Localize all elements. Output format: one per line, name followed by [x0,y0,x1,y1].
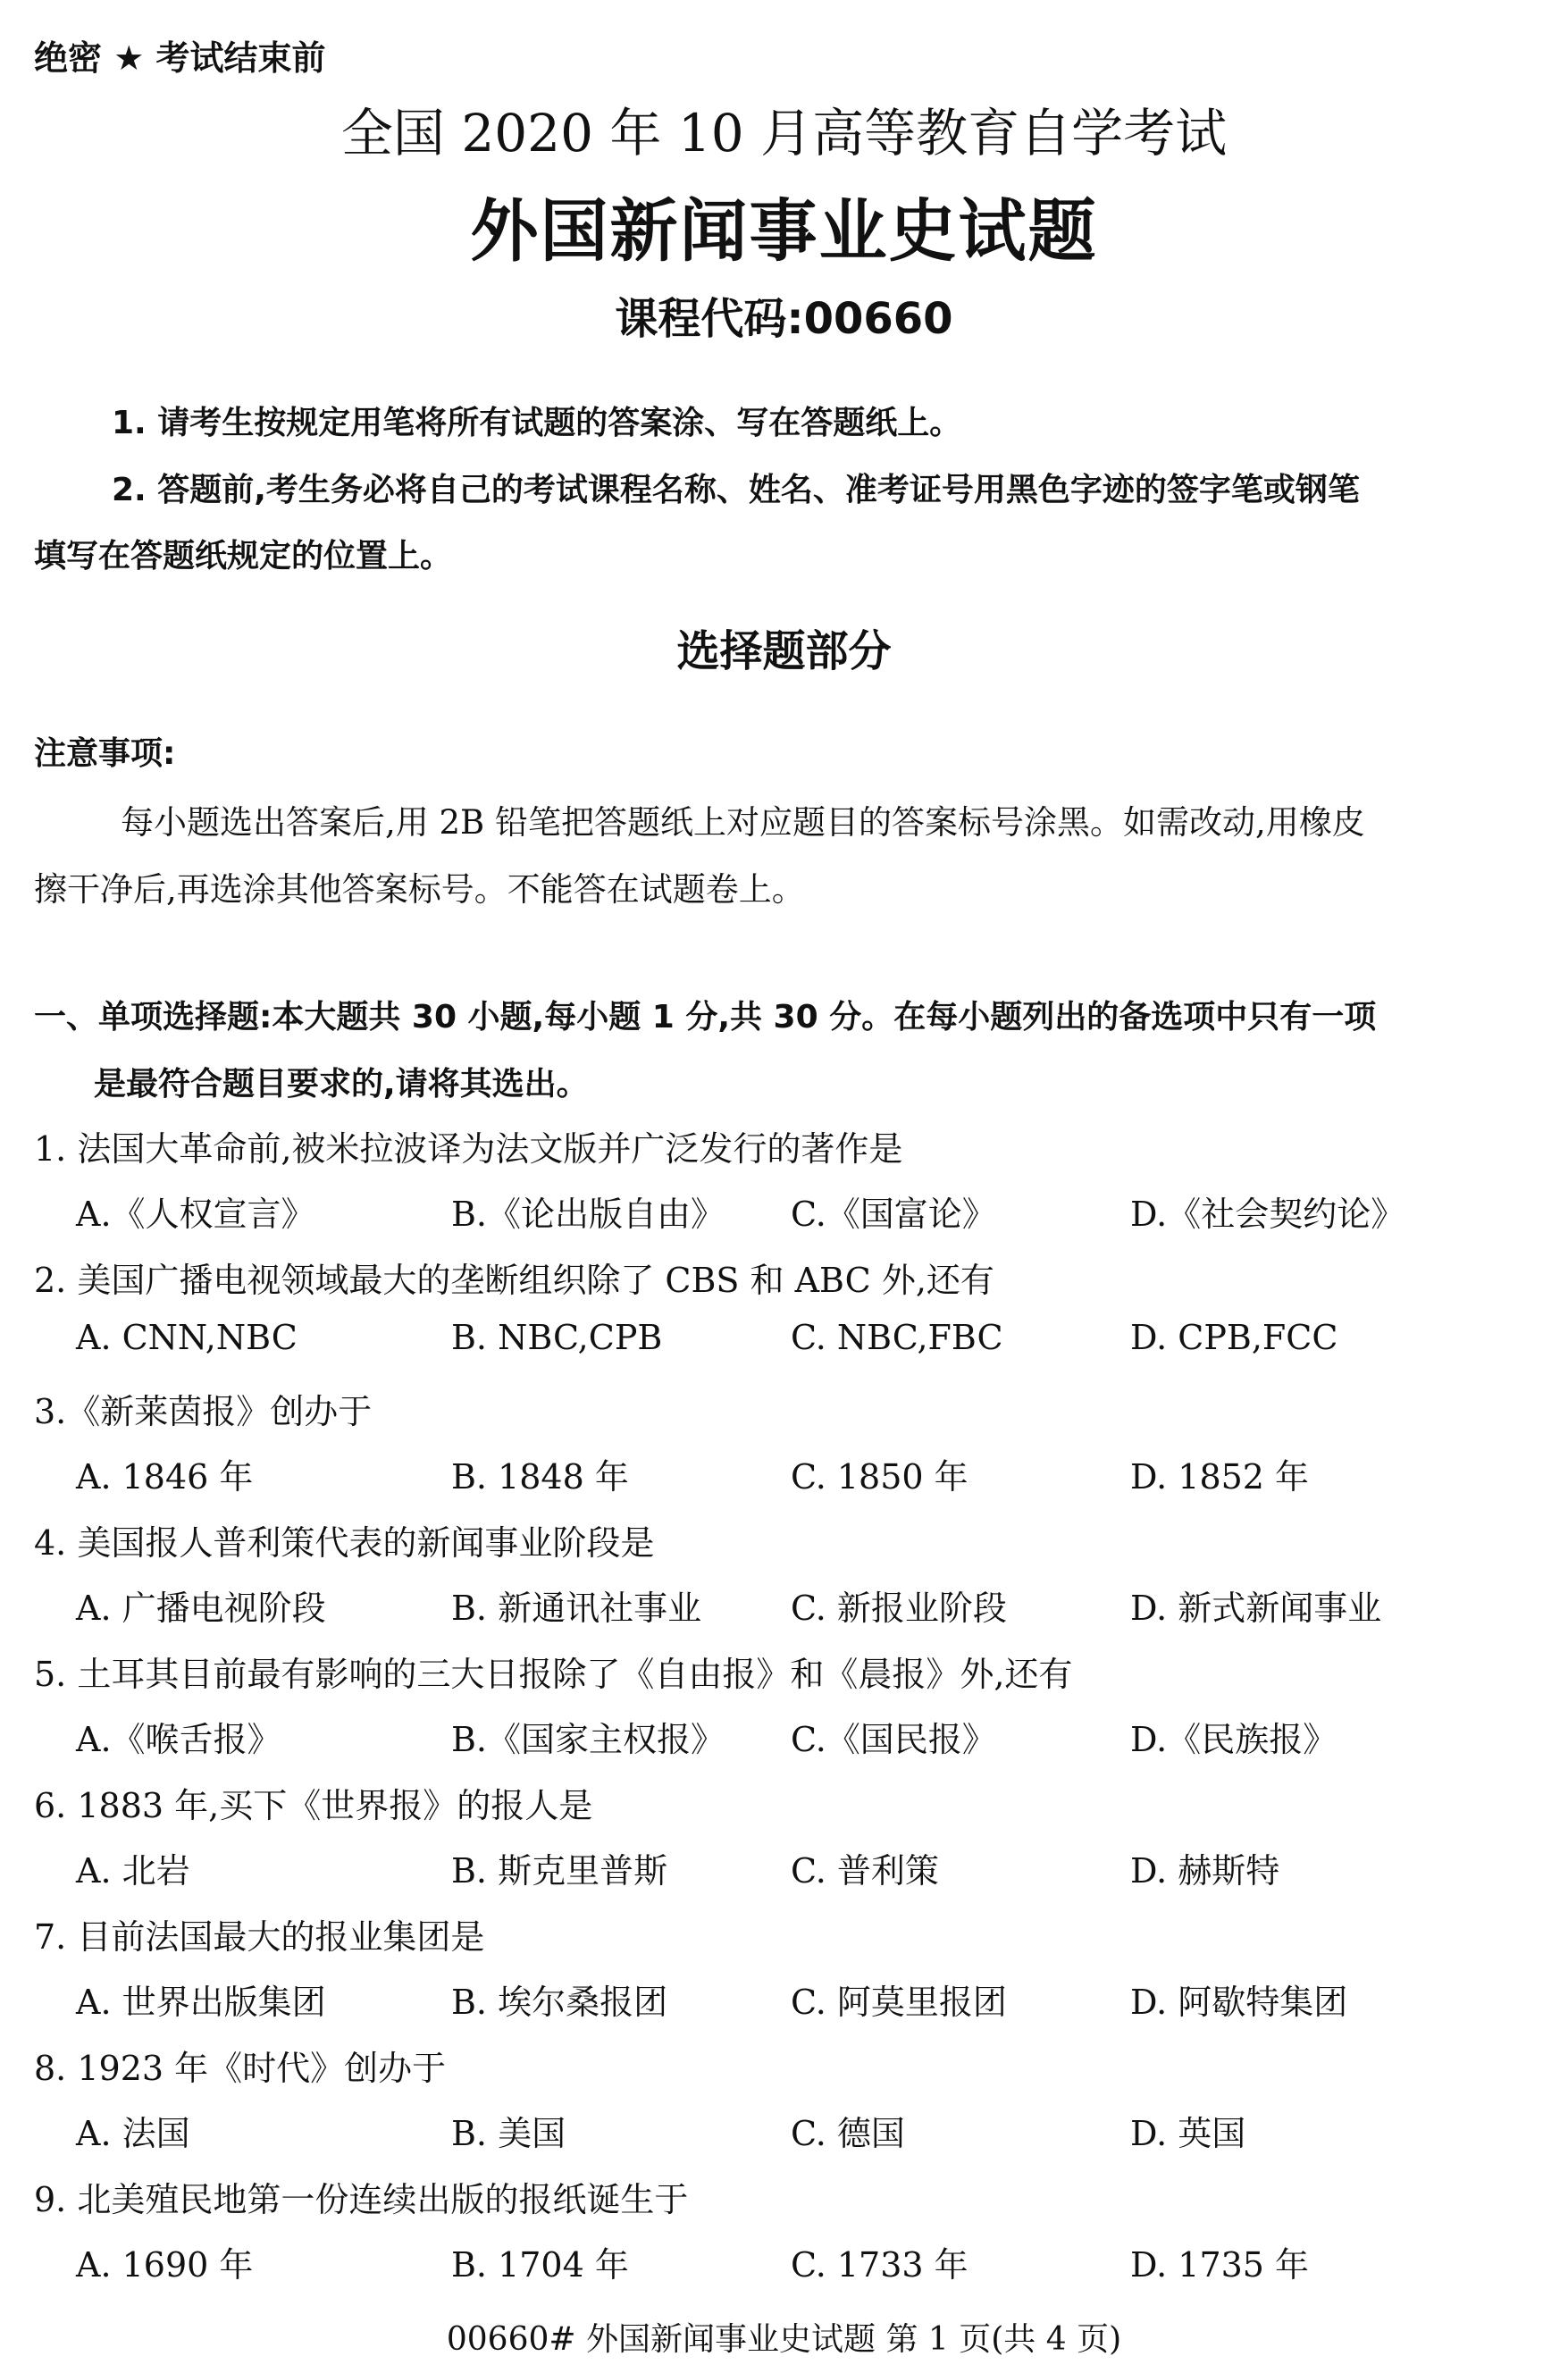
question-option-d: D. CPB,FCC [1130,1318,1338,1357]
question-option-d: D. 英国 [1130,2114,1246,2153]
question-stem: 7. 目前法国最大的报业集团是 [34,1917,485,1957]
question-option-a: A. CNN,NBC [76,1318,298,1357]
question-option-d: D. 1735 年 [1130,2245,1310,2285]
question-option-b: B. 斯克里普斯 [451,1851,668,1891]
question-option-a: A.《喉舌报》 [76,1720,281,1759]
question-option-b: B. 埃尔桑报团 [451,1983,668,2022]
question-option-b: B. 美国 [451,2114,566,2153]
question-stem: 6. 1883 年,买下《世界报》的报人是 [34,1786,593,1825]
question-stem: 8. 1923 年《时代》创办于 [34,2049,447,2088]
question-stem: 1. 法国大革命前,被米拉波译为法文版并广泛发行的著作是 [34,1129,903,1169]
part1-heading-line2: 是最符合题目要求的,请将其选出。 [94,1066,589,1103]
question-option-a: A. 1846 年 [76,1457,254,1497]
instruction-2-line1: 2. 答题前,考生务必将自己的考试课程名称、姓名、准考证号用黑色字迹的签字笔或钢笔 [112,472,1360,508]
question-option-b: B. 1848 年 [451,1457,629,1497]
question-stem: 5. 土耳其目前最有影响的三大日报除了《自由报》和《晨报》外,还有 [34,1655,1073,1694]
part1-heading-line1: 一、单项选择题:本大题共 30 小题,每小题 1 分,共 30 分。在每小题列出的备选项中只有一项 [34,999,1377,1036]
question-option-d: D.《民族报》 [1130,1720,1337,1759]
instruction-1: 1. 请考生按规定用笔将所有试题的答案涂、写在答题纸上。 [112,405,962,441]
question-option-a: A.《人权宣言》 [76,1195,315,1234]
exam-line: 全国 2020 年 10 月高等教育自学考试 [340,103,1228,164]
instruction-2-line2: 填写在答题纸规定的位置上。 [34,538,453,574]
notice-line-1: 每小题选出答案后,用 2B 铅笔把答题纸上对应题目的答案标号涂黑。如需改动,用橡皮 [121,803,1365,842]
question-option-b: B. 新通讯社事业 [451,1589,702,1628]
question-stem: 3.《新莱茵报》创办于 [34,1392,373,1431]
question-option-a: A. 1690 年 [76,2245,254,2285]
question-option-c: C. 1850 年 [791,1457,968,1497]
course-code: 课程代码:00660 [615,294,953,344]
question-option-c: C. 德国 [791,2114,905,2153]
question-option-a: A. 广播电视阶段 [76,1589,326,1628]
question-option-b: B. 1704 年 [451,2245,629,2285]
question-option-c: C. 新报业阶段 [791,1589,1007,1628]
question-option-d: D. 1852 年 [1130,1457,1310,1497]
question-option-c: C. 普利策 [791,1851,939,1891]
question-stem: 4. 美国报人普利策代表的新闻事业阶段是 [34,1523,655,1563]
question-option-c: C.《国富论》 [791,1195,996,1234]
question-option-c: C. NBC,FBC [791,1318,1003,1357]
question-option-d: D. 新式新闻事业 [1130,1589,1382,1628]
question-option-b: B.《论出版自由》 [451,1195,725,1234]
question-option-a: A. 北岩 [76,1851,190,1891]
question-option-a: A. 法国 [76,2114,190,2153]
question-option-d: D. 阿歇特集团 [1130,1983,1348,2022]
question-option-c: C.《国民报》 [791,1720,996,1759]
notice-heading: 注意事项: [34,735,176,772]
question-stem: 2. 美国广播电视领域最大的垄断组织除了 CBS 和 ABC 外,还有 [34,1261,994,1300]
page-footer: 00660# 外国新闻事业史试题 第 1 页(共 4 页) [446,2321,1122,2358]
question-option-b: B. NBC,CPB [451,1318,663,1357]
section-title: 选择题部分 [676,626,892,676]
question-option-d: D.《社会契约论》 [1130,1195,1405,1234]
question-option-c: C. 阿莫里报团 [791,1983,1007,2022]
secret-mark: 绝密 ★ 考试结束前 [34,38,326,78]
question-option-c: C. 1733 年 [791,2245,968,2285]
question-option-b: B.《国家主权报》 [451,1720,725,1759]
question-option-a: A. 世界出版集团 [76,1983,326,2022]
question-option-d: D. 赫斯特 [1130,1851,1280,1891]
notice-line-2: 擦干净后,再选涂其他答案标号。不能答在试题卷上。 [34,870,805,909]
question-stem: 9. 北美殖民地第一份连续出版的报纸诞生于 [34,2180,689,2219]
page-title: 外国新闻事业史试题 [470,191,1098,271]
